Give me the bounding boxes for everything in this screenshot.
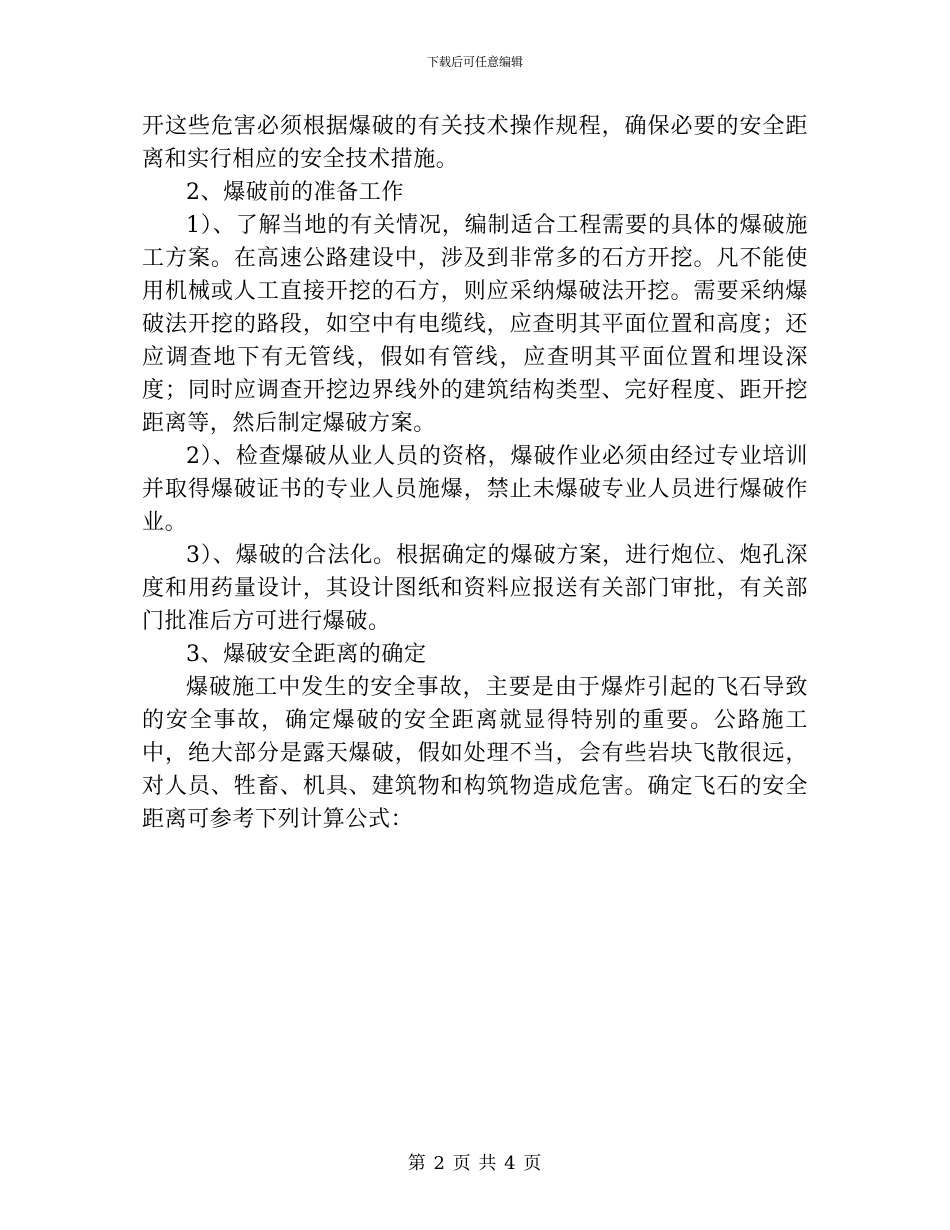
section-heading: 3、爆破安全距离的确定 [186, 642, 427, 667]
paragraph: 爆破施工中发生的安全事故，主要是由于爆炸引起的飞石导致的安全事故，确定爆破的安全距离就显得特别的重要。公路施工中，绝大部分是露天爆破，假如处理不当，会有些岩块飞散很远，对人员、牲畜、机具、建筑物和构筑物造成危害。确定飞石的安全距离可参考下列计算公式： [142, 675, 808, 832]
paragraph: 1）、了解当地的有关情况，编制适合工程需要的具体的爆破施工方案。在高速公路建设中，涉及到非常多的石方开挖。凡不能使用机械或人工直接开挖的石方，则应采纳爆破法开挖。需要采纳爆破法开挖的路段，如空中有电缆线，应查明其平面位置和高度；还应调查地下有无管线，假如有管线，应查明其平面位置和埋设深度；同时应调查开挖边界线外的建筑结构类型、完好程度、距开挖距离等，然后制定爆破方案。 [142, 213, 808, 436]
section-heading: 2、爆破前的准备工作 [186, 180, 404, 205]
paragraph: 2）、检查爆破从业人员的资格，爆破作业必须由经过专业培训并取得爆破证书的专业人员施爆，禁止未爆破专业人员进行爆破作业。 [142, 444, 808, 535]
document-body [142, 110, 808, 836]
paragraph: 开这些危害必须根据爆破的有关技术操作规程，确保必要的安全距离和实行相应的安全技术措施。 [142, 114, 808, 172]
paragraph: 3）、爆破的合法化。根据确定的爆破方案，进行炮位、炮孔深度和用药量设计，其设计图纸和资料应报送有关部门审批，有关部门批准后方可进行爆破。 [142, 543, 808, 634]
page-number: 第 2 页 共 4 页 [407, 1153, 543, 1174]
page-header: 下载后可任意编辑 [426, 55, 523, 69]
